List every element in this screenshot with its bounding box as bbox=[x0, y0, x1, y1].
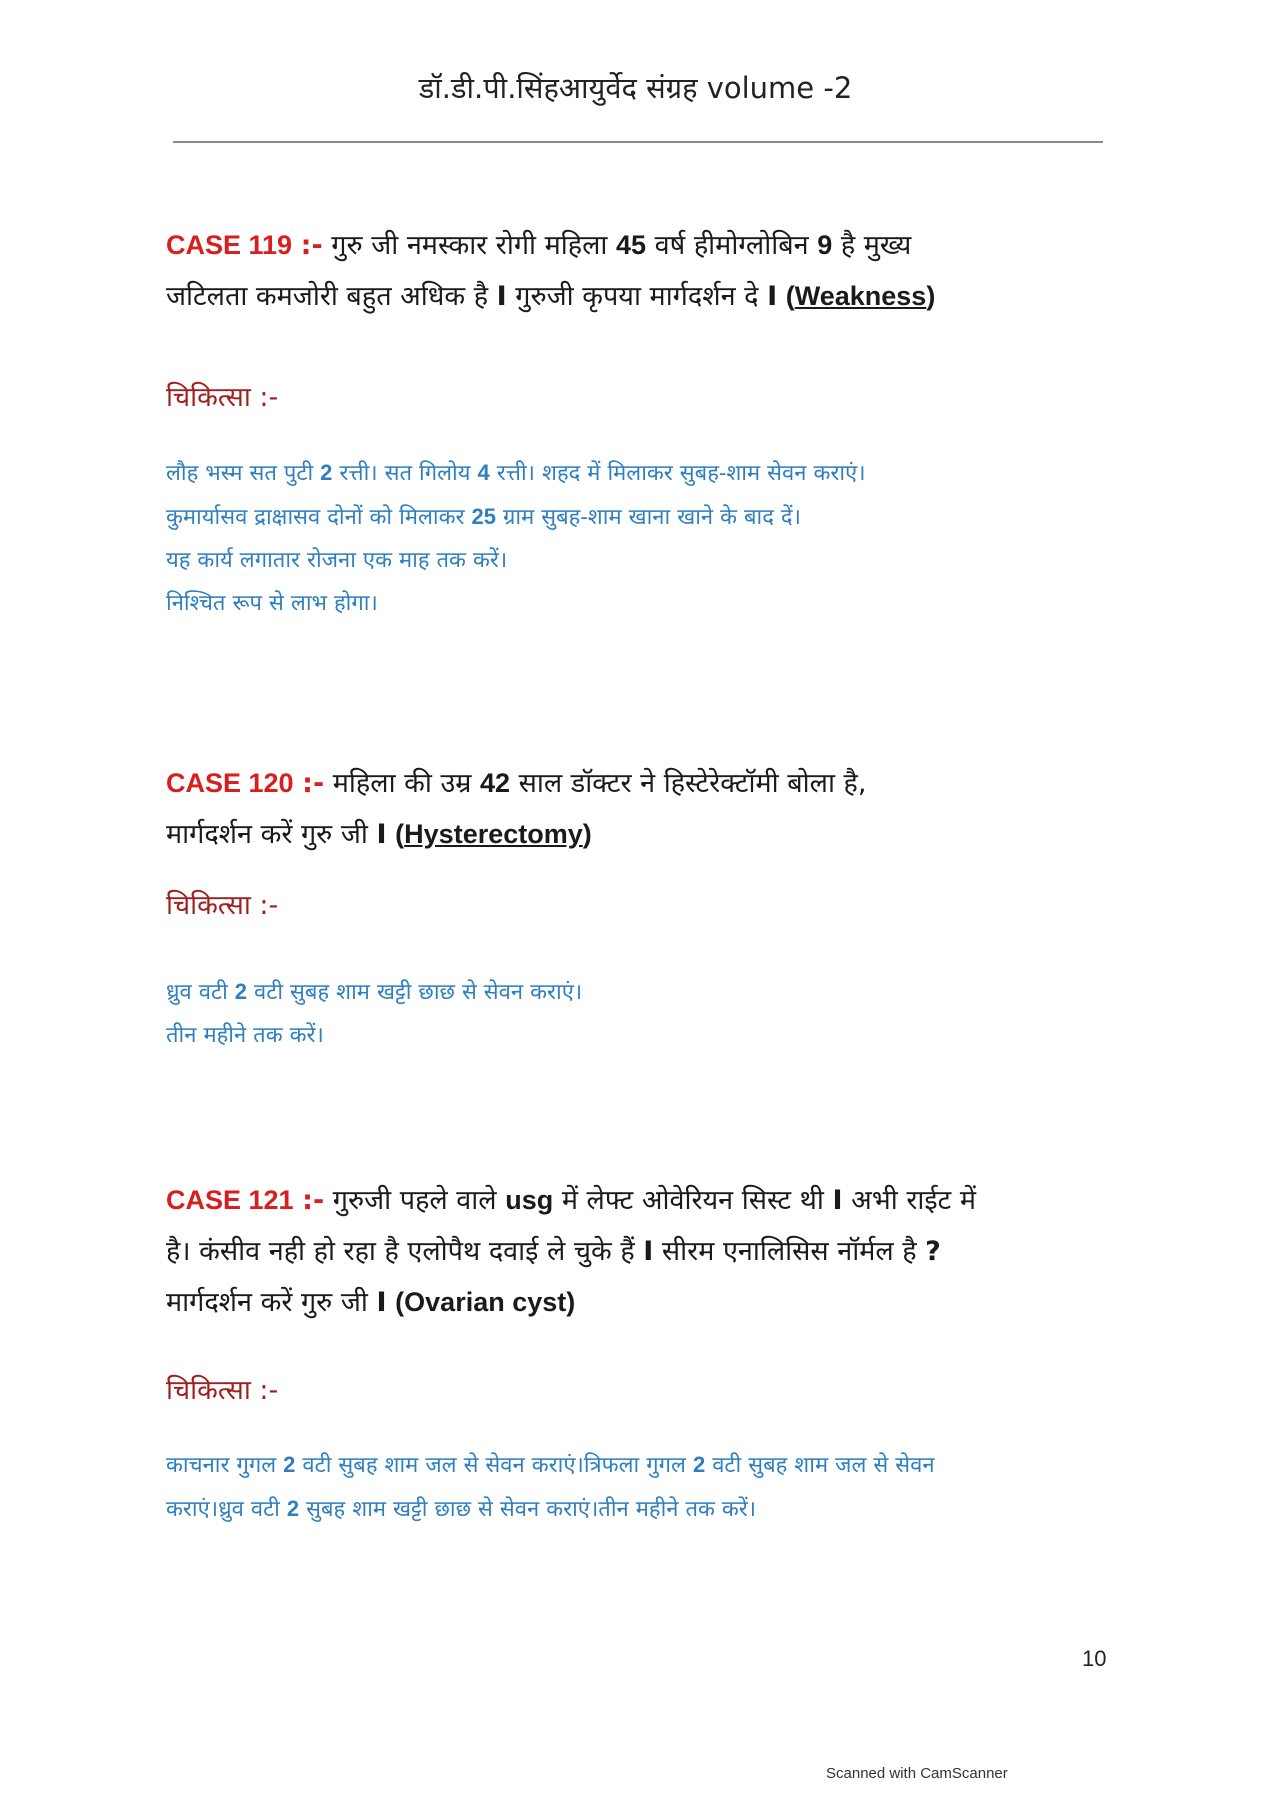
case-120-title bbox=[166, 758, 1106, 860]
case-119-treatment bbox=[166, 451, 1106, 625]
header-divider bbox=[173, 141, 1103, 143]
case-119-hemoglobin: 9 bbox=[817, 230, 833, 260]
case-119-age: 45 bbox=[616, 230, 647, 260]
case-121-danda-2: I bbox=[643, 1236, 654, 1267]
scanner-watermark: Scanned with CamScanner bbox=[826, 1765, 1008, 1782]
case-119-line-2 bbox=[166, 271, 1106, 322]
case-121-question: ? bbox=[925, 1236, 941, 1267]
case-121-text-1: गुरुजी पहले वाले bbox=[332, 1185, 497, 1216]
page-number: 10 bbox=[1082, 1646, 1107, 1671]
case-120-line-2 bbox=[166, 809, 1106, 860]
case-119-tag: (Weakness) bbox=[785, 281, 936, 311]
case-121-treatment bbox=[166, 1443, 1106, 1531]
case-120-label: CASE 120 bbox=[166, 768, 294, 798]
case-120-text-2: साल डॉक्टर ने हिस्टेरेक्टॉमी बोला है, bbox=[518, 768, 867, 799]
case-120-treatment-line-1: ध्रुव वटी 2 वटी सुबह शाम खट्टी छाछ से सेवन कराएं। bbox=[166, 979, 583, 1005]
case-121-separator: :- bbox=[302, 1185, 325, 1216]
case-119-text-4: जटिलता कमजोरी बहुत अधिक है bbox=[166, 281, 489, 312]
page-header: डॉ.डी.पी.सिंहआयुर्वेद संग्रह volume -2 bbox=[418, 71, 853, 105]
case-119-text-1: गुरु जी नमस्कार रोगी महिला bbox=[331, 230, 608, 261]
case-120-treatment-line-2: तीन महीने तक करें। bbox=[166, 1023, 324, 1048]
case-121-danda-3: I bbox=[376, 1287, 387, 1318]
case-119-label: CASE 119 bbox=[166, 230, 293, 260]
case-119-text-2: वर्ष हीमोग्लोबिन bbox=[654, 230, 809, 261]
case-121-line-1 bbox=[166, 1175, 1106, 1226]
case-121-tag: (Ovarian cyst) bbox=[395, 1287, 576, 1317]
case-119-chikitsa: चिकित्सा :- bbox=[166, 382, 279, 413]
case-119-treatment-line-2: कुमार्यासव द्राक्षासव दोनों को मिलाकर 25 ग्राम सुबह-शाम खाना खाने के बाद दें। bbox=[166, 504, 801, 530]
case-119-line-1 bbox=[166, 220, 1106, 271]
case-120-tag-word: Hysterectomy bbox=[404, 819, 583, 849]
case-121-treatment-line-2: कराएं।ध्रुव वटी 2 सुबह शाम खट्टी छाछ से सेवन कराएं।तीन महीने तक करें। bbox=[166, 1496, 757, 1522]
case-121-treatment-line-1: काचनार गुगल 2 वटी सुबह शाम जल से सेवन कराएं।त्रिफला गुगल 2 वटी सुबह शाम जल से सेवन bbox=[166, 1452, 935, 1478]
case-120-chikitsa: चिकित्सा :- bbox=[166, 890, 279, 921]
case-121-title bbox=[166, 1175, 1106, 1328]
case-119-treatment-line-1: लौह भस्म सत पुटी 2 रत्ती। सत गिलोय 4 रत्ती। शहद में मिलाकर सुबह-शाम सेवन कराएं। bbox=[166, 460, 866, 486]
case-119-danda-1: I bbox=[496, 281, 507, 312]
case-119-treatment-line-4: निश्चित रूप से लाभ होगा। bbox=[166, 591, 378, 616]
case-121-line-2 bbox=[166, 1226, 1106, 1277]
case-120-text-4: मार्गदर्शन करें गुरु जी bbox=[166, 819, 368, 850]
case-119-treatment-line-3: यह कार्य लगातार रोजना एक माह तक करें। bbox=[166, 548, 508, 573]
case-120-text-1: महिला की उम्र bbox=[332, 768, 472, 799]
case-121-label: CASE 121 bbox=[166, 1185, 294, 1215]
case-121-line-3 bbox=[166, 1277, 1106, 1328]
case-120-treatment bbox=[166, 970, 1106, 1057]
case-119-separator: :- bbox=[300, 230, 323, 261]
case-121-text-3: अभी राईट में bbox=[851, 1185, 976, 1216]
case-121-text-6: मार्गदर्शन करें गुरु जी bbox=[166, 1287, 368, 1318]
case-119-tag-word: Weakness bbox=[794, 281, 927, 311]
case-120-tag: (Hysterectomy) bbox=[395, 819, 592, 849]
case-121-text-2: में लेफ्ट ओवेरियन सिस्ट थी bbox=[561, 1185, 824, 1216]
case-119-text-3: है मुख्य bbox=[840, 230, 912, 261]
case-121-danda-1: I bbox=[832, 1185, 843, 1216]
case-121-text-4: है। कंसीव नही हो रहा है एलोपैथ दवाई ले चुके हैं bbox=[166, 1236, 635, 1267]
case-120-danda: I bbox=[376, 819, 387, 850]
case-120-age: 42 bbox=[480, 768, 511, 798]
case-119-title bbox=[166, 220, 1106, 322]
case-120-separator: :- bbox=[302, 768, 325, 799]
case-120-line-1 bbox=[166, 758, 1106, 809]
case-121-text-5: सीरम एनालिसिस नॉर्मल है bbox=[661, 1236, 917, 1267]
case-121-usg: usg bbox=[505, 1185, 554, 1215]
case-119-text-5: गुरुजी कृपया मार्गदर्शन दे bbox=[515, 281, 759, 312]
case-121-chikitsa: चिकित्सा :- bbox=[166, 1375, 279, 1406]
case-119-danda-2: I bbox=[767, 281, 778, 312]
